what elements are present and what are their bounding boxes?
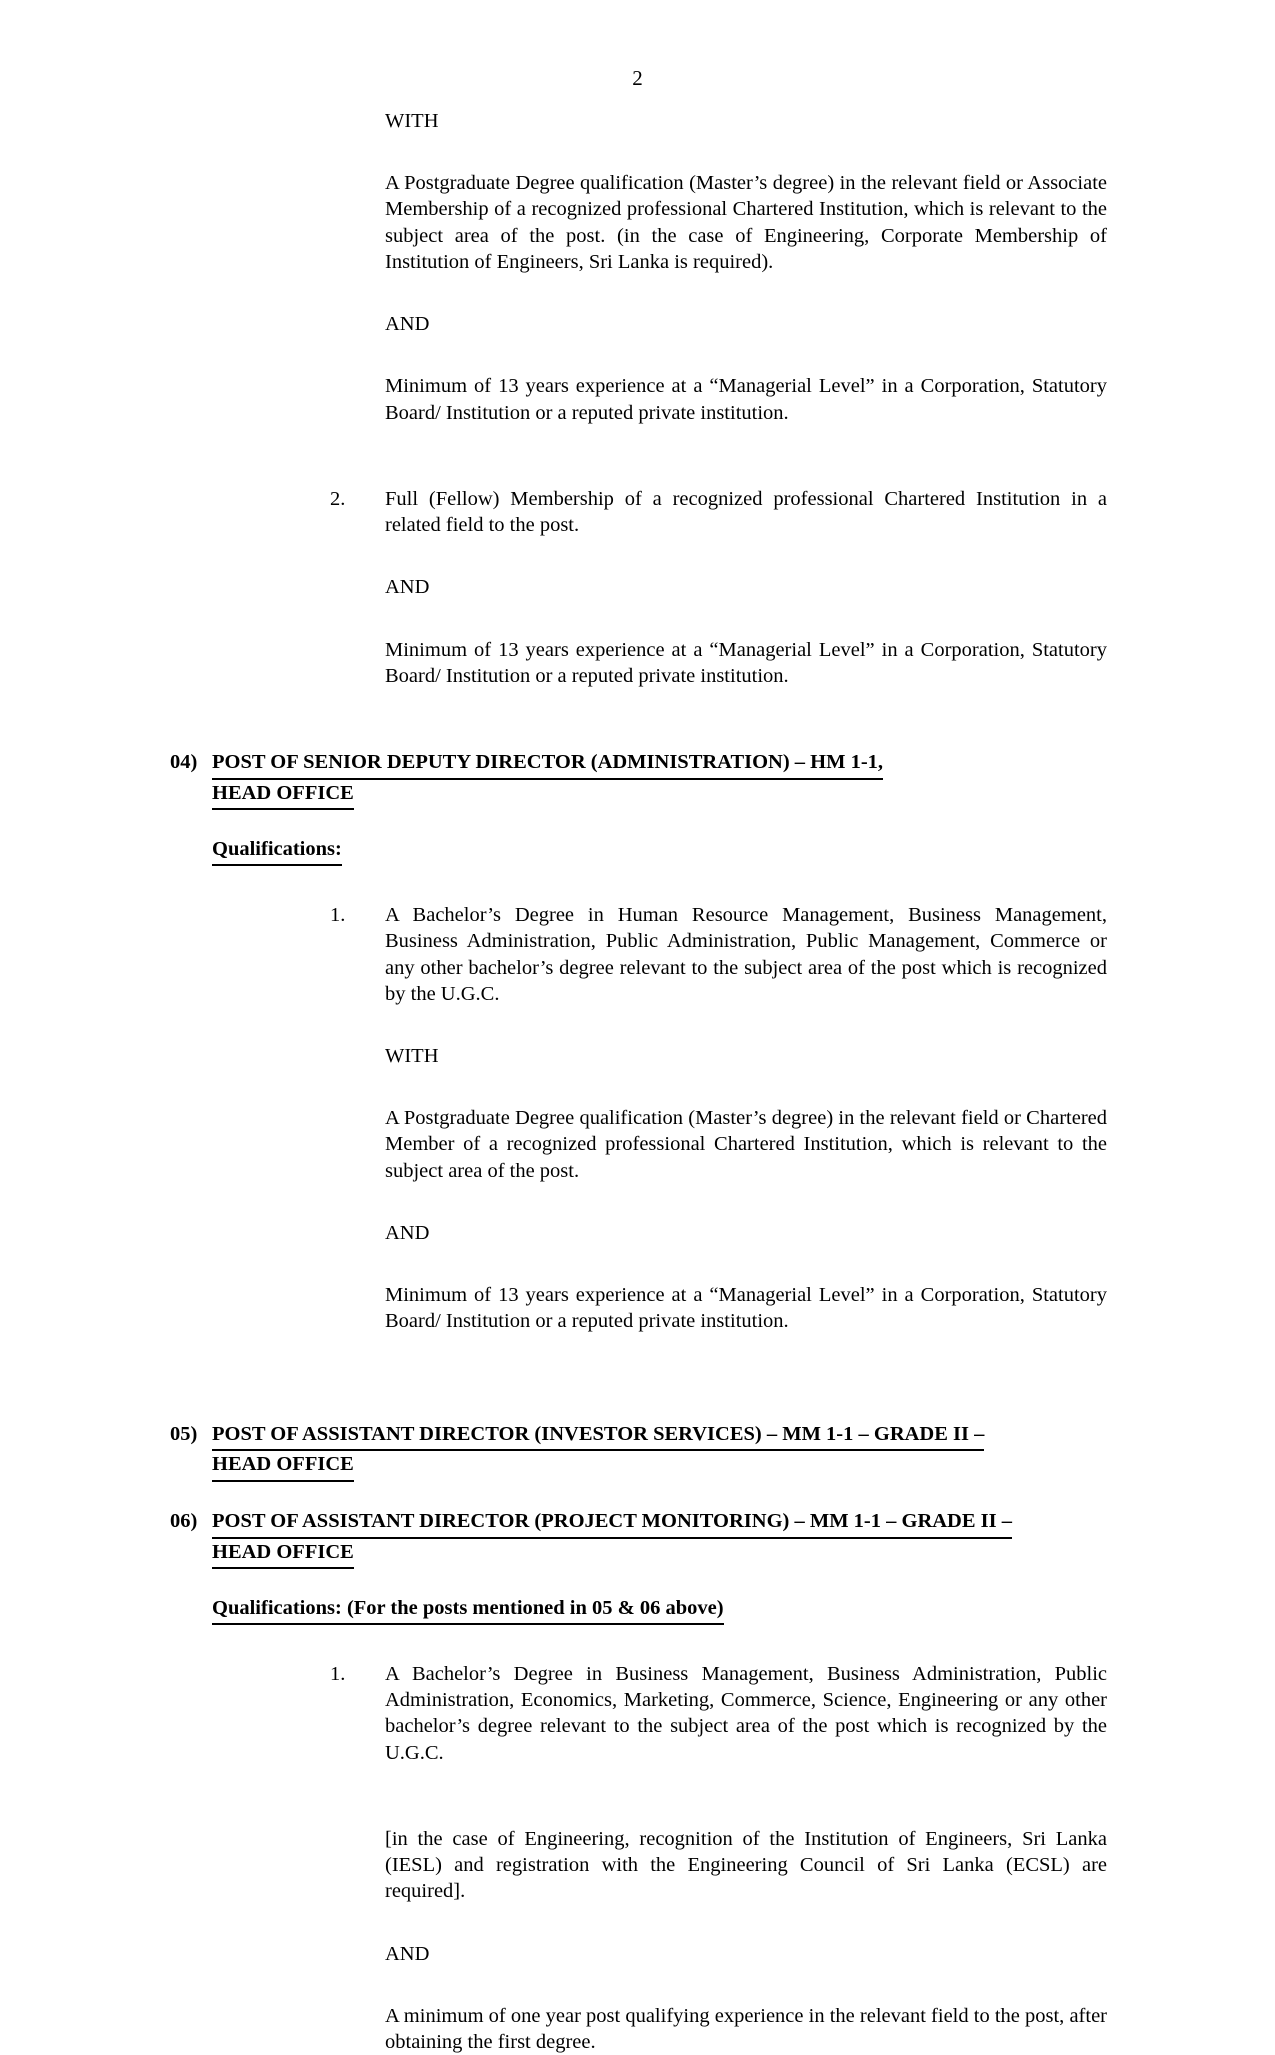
spacer	[0, 1625, 1275, 1661]
list-item-marker: 1.	[330, 1662, 346, 1685]
spacer	[0, 275, 1275, 311]
section-number: 04)	[170, 751, 198, 774]
spacer	[0, 426, 1275, 486]
spacer	[0, 1967, 1275, 2003]
spacer	[0, 1482, 1275, 1508]
spacer	[0, 1766, 1275, 1826]
spacer	[0, 810, 1275, 836]
paragraph-experience-13-years-b: Minimum of 13 years experience at a “Managerial Level” in a Corporation, Statutory Board/ Institution or a reputed private institution.	[385, 638, 1107, 687]
paragraph-experience-13-years-c: Minimum of 13 years experience at a “Managerial Level” in a Corporation, Statutory Board/ Institution or a reputed private institution.	[385, 1284, 1107, 1333]
section-heading-04	[170, 749, 1155, 810]
document-body	[0, 108, 1275, 2055]
section-title-line-2: HEAD OFFICE	[212, 780, 354, 811]
spacer	[0, 1069, 1275, 1105]
paragraph-postgraduate-chartered-member: A Postgraduate Degree qualification (Master’s degree) in the relevant field or Chartered Member of a recognized professional Chartered Institution, which is relevant to the subject area of the post.	[385, 1107, 1107, 1182]
qualifications-label-text: Qualifications:	[212, 836, 342, 866]
paragraph-one-year-experience: A minimum of one year post qualifying experience in the relevant field to the post, after obtaining the first degree.	[385, 2004, 1107, 2054]
qualifications-label-04	[212, 836, 1275, 866]
section-title-line-1: POST OF ASSISTANT DIRECTOR (PROJECT MONITORING) – MM 1-1 – GRADE II –	[212, 1508, 1012, 1539]
section-title	[212, 749, 1155, 810]
list-item	[330, 486, 1107, 538]
keyword-and-1: AND	[385, 313, 430, 336]
qualifications-label-0506	[212, 1595, 1275, 1625]
section-title-line-2: HEAD OFFICE	[212, 1539, 354, 1570]
section-title-line-1: POST OF ASSISTANT DIRECTOR (INVESTOR SERVICES) – MM 1-1 – GRADE II –	[212, 1421, 984, 1452]
spacer	[0, 538, 1275, 574]
spacer	[0, 1335, 1275, 1395]
section-title	[212, 1421, 1155, 1482]
section-number: 06)	[170, 1509, 198, 1532]
keyword-and-2: AND	[385, 576, 430, 599]
spacer	[0, 601, 1275, 637]
section-heading-05	[170, 1421, 1155, 1482]
spacer	[0, 689, 1275, 749]
spacer	[0, 134, 1275, 170]
section-title	[212, 1508, 1155, 1569]
keyword-and-4: AND	[385, 1942, 430, 1965]
list-item-marker: 1.	[330, 904, 346, 927]
list-item	[330, 1661, 1107, 1766]
spacer	[0, 1905, 1275, 1941]
paragraph-postgraduate-associate: A Postgraduate Degree qualification (Master’s degree) in the relevant field or Associate Membership of a recognized professional Chartered Institution, which is relevant to the subject area of the post. (in the case of Engineering, Corporate Membership of Institution of Engineers, Sri Lanka is required).	[385, 172, 1107, 273]
section-title-line-2: HEAD OFFICE	[212, 1451, 354, 1482]
list-item-marker: 2.	[330, 487, 346, 510]
spacer	[0, 1395, 1275, 1421]
list-item	[330, 902, 1107, 1007]
keyword-with-1: WITH	[385, 110, 439, 132]
qualifications-label-text: Qualifications: (For the posts mentioned in 05 & 06 above)	[212, 1595, 724, 1625]
keyword-and-3: AND	[385, 1221, 430, 1244]
paragraph-engineering-note: [in the case of Engineering, recognition of the Institution of Engineers, Sri Lanka (IESL) and registration with the Engineering Council of Sri Lanka (ECSL) are required].	[385, 1827, 1107, 1903]
keyword-with-2: WITH	[385, 1044, 439, 1067]
section-title-line-1: POST OF SENIOR DEPUTY DIRECTOR (ADMINISTRATION) – HM 1-1,	[212, 749, 883, 780]
section-heading-06	[170, 1508, 1155, 1569]
list-item-text: A Bachelor’s Degree in Business Management, Business Administration, Public Administration, Economics, Marketing, Commerce, Science, Engineering or any other bachelor’s degree relevant to the subject area of the post which is recognized by the U.G.C.	[385, 1662, 1107, 1764]
spacer	[0, 1246, 1275, 1282]
spacer	[0, 337, 1275, 373]
spacer	[0, 1007, 1275, 1043]
list-item-text: Full (Fellow) Membership of a recognized professional Chartered Institution in a related field to the post.	[385, 487, 1107, 537]
spacer	[0, 866, 1275, 902]
spacer	[0, 1184, 1275, 1220]
list-item-text: A Bachelor’s Degree in Human Resource Management, Business Management, Business Administration, Public Administration, Public Management, Commerce or any other bachelor’s degree relevant to the subject area of the post which is recognized by the U.G.C.	[385, 904, 1107, 1005]
page-number: 2	[632, 66, 643, 90]
spacer	[0, 1569, 1275, 1595]
paragraph-experience-13-years-a: Minimum of 13 years experience at a “Managerial Level” in a Corporation, Statutory Board/ Institution or a reputed private institution.	[385, 375, 1107, 424]
section-number: 05)	[170, 1422, 198, 1445]
